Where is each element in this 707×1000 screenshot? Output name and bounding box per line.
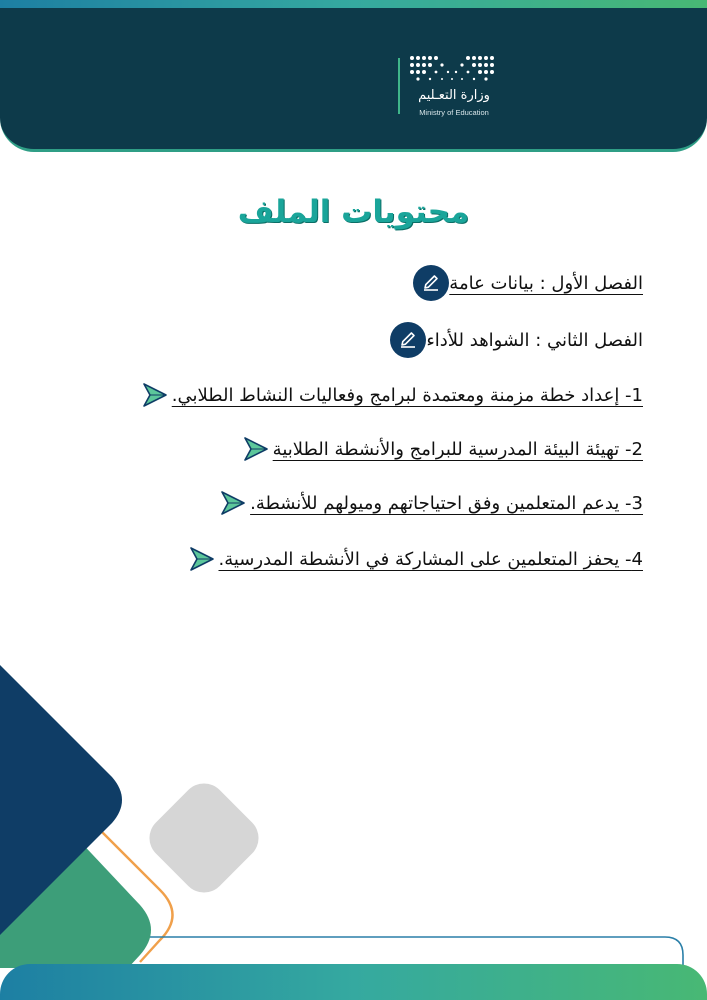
chapter-1-label: الفصل الأول : بيانات عامة — [449, 272, 643, 294]
item-1-label: 1- إعداد خطة مزمنة ومعتمدة لبرامج وفعاليات النشاط الطلابي. — [171, 384, 643, 406]
logo-arabic-text: وزارة التعـليم — [418, 88, 490, 103]
item-2-label: 2- تهيئة البيئة المدرسية للبرامج والأنشطة الطلابية — [272, 438, 643, 460]
gray-diamond — [140, 774, 267, 901]
chapter-2-label: الفصل الثاني : الشواهد للأداء — [426, 329, 643, 351]
logo-english-text: Ministry of Education — [419, 108, 489, 117]
item-3-label: 3- يدعم المتعلمين وفق احتياجاتهم وميولهم للأنشطة. — [250, 492, 643, 514]
bottom-gradient-bar — [0, 964, 707, 1000]
page-title: محتويات الملف — [237, 194, 470, 230]
item-4-label: 4- يحفز المتعلمين على المشاركة في الأنشطة المدرسية. — [218, 548, 643, 570]
